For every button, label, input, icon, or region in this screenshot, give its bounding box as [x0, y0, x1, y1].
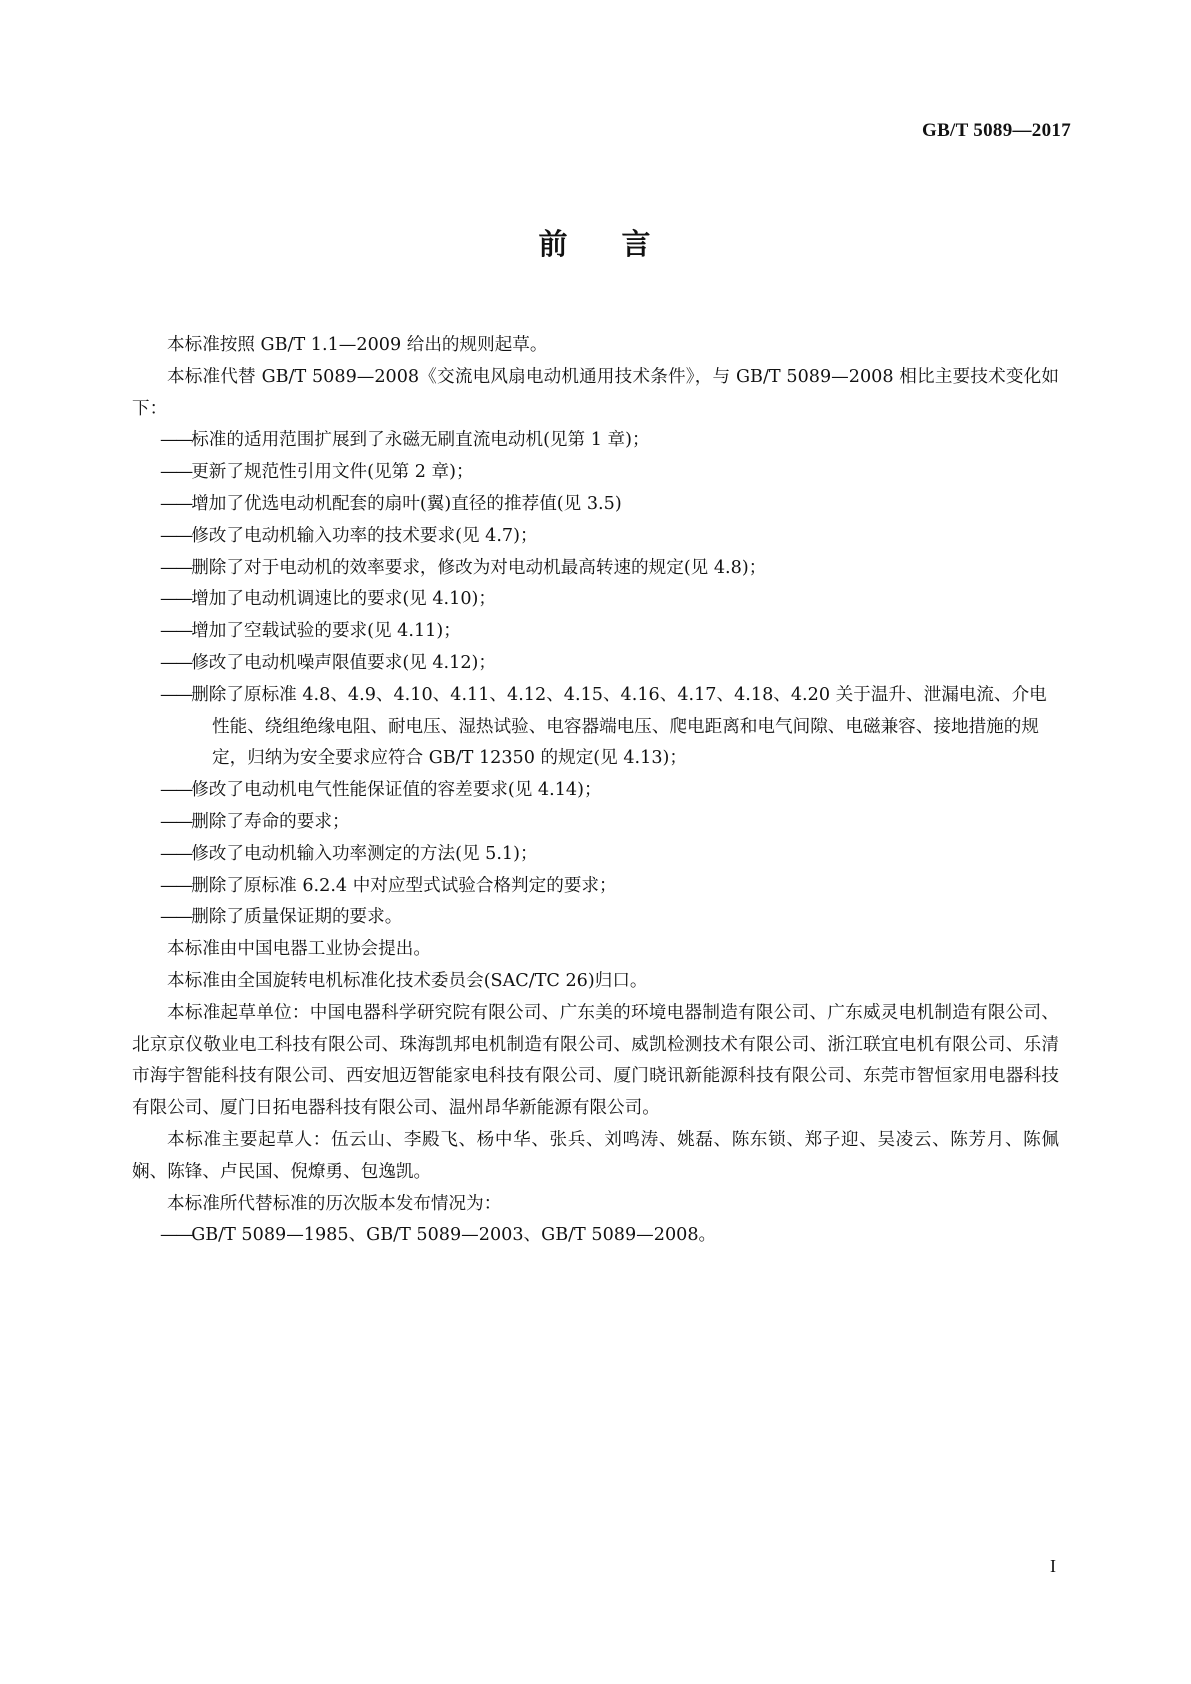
list-item: ——删除了原标准 6.2.4 中对应型式试验合格判定的要求；: [160, 875, 617, 896]
list-item: ——更新了规范性引用文件(见第 2 章)；: [160, 462, 474, 483]
changes-list: [132, 425, 1059, 934]
proposer-paragraph: 本标准由中国电器工业协会提出。: [167, 939, 431, 960]
page-title: [0, 222, 1191, 263]
list-item: ——删除了寿命的要求；: [160, 811, 350, 832]
list-item: ——删除了质量保证期的要求。: [160, 907, 403, 928]
list-item: ——修改了电动机电气性能保证值的容差要求(见 4.14)；: [160, 780, 602, 801]
standard-code: GB/T 5089—2017: [921, 120, 1071, 141]
list-item: ——修改了电动机输入功率的技术要求(见 4.7)；: [160, 525, 538, 546]
list-item: ——增加了电动机调速比的要求(见 4.10)；: [160, 589, 496, 610]
drafting-units-paragraph: 本标准起草单位：中国电器科学研究院有限公司、广东美的环境电器制造有限公司、广东威灵电机制造有限公司、北京京仪敬业电工科技有限公司、珠海凯邦电机制造有限公司、威凯检测技术有限公司、浙江联宜电机有限公司、乐清市海宇智能科技有限公司、西安旭迈智能家电科技有限公司、厦门晓讯新能源科技有限公司、东莞市智恒家用电器科技有限公司、厦门日拓电器科技有限公司、温州昂华新能源有限公司。: [132, 1002, 1059, 1119]
list-item: ——修改了电动机输入功率测定的方法(见 5.1)；: [160, 843, 538, 864]
title-char-1: 前: [538, 227, 570, 261]
list-item: ——增加了优选电动机配套的扇叶(翼)直径的推荐值(见 3.5): [160, 493, 622, 514]
title-char-2: 言: [621, 227, 653, 261]
drafters-paragraph: 本标准主要起草人：伍云山、李殿飞、杨中华、张兵、刘鸣涛、姚磊、陈东锁、郑子迎、吴凌云、陈芳月、陈佩娴、陈锋、卢民国、倪燎勇、包逸凯。: [132, 1129, 1059, 1182]
list-item: ——修改了电动机噪声限值要求(见 4.12)；: [160, 652, 496, 673]
replacement-paragraph: 本标准代替 GB/T 5089—2008《交流电风扇电动机通用技术条件》，与 GB/T 5089—2008 相比主要技术变化如下：: [132, 366, 1059, 419]
list-item: ——删除了对于电动机的效率要求，修改为对电动机最高转速的规定(见 4.8)；: [160, 557, 767, 578]
committee-paragraph: 本标准由全国旋转电机标准化技术委员会(SAC/TC 26)归口。: [167, 970, 648, 991]
list-item: ——增加了空载试验的要求(见 4.11)；: [160, 621, 461, 642]
drafting-rules-paragraph: 本标准按照 GB/T 1.1—2009 给出的规则起草。: [167, 335, 548, 355]
history-item: ——GB/T 5089—1985、GB/T 5089—2003、GB/T 5089—2008。: [160, 1225, 717, 1246]
foreword-body: [132, 330, 1059, 1252]
history-intro-paragraph: 本标准所代替标准的历次版本发布情况为：: [167, 1193, 502, 1214]
page-number: I: [1050, 1556, 1056, 1576]
list-item: ——标准的适用范围扩展到了永磁无刷直流电动机(见第 1 章)；: [160, 430, 650, 451]
list-item: ——删除了原标准 4.8、4.9、4.10、4.11、4.12、4.15、4.16、4.17、4.18、4.20 关于温升、泄漏电流、介电性能、绕组绝缘电阻、耐电压、湿热试验、电容器端电压、爬电距离和电气间隙、电磁兼容、接地措施的规定，归纳为安全要求应符合 GB/T 12350 的规定(见 4.13)；: [160, 684, 1047, 769]
